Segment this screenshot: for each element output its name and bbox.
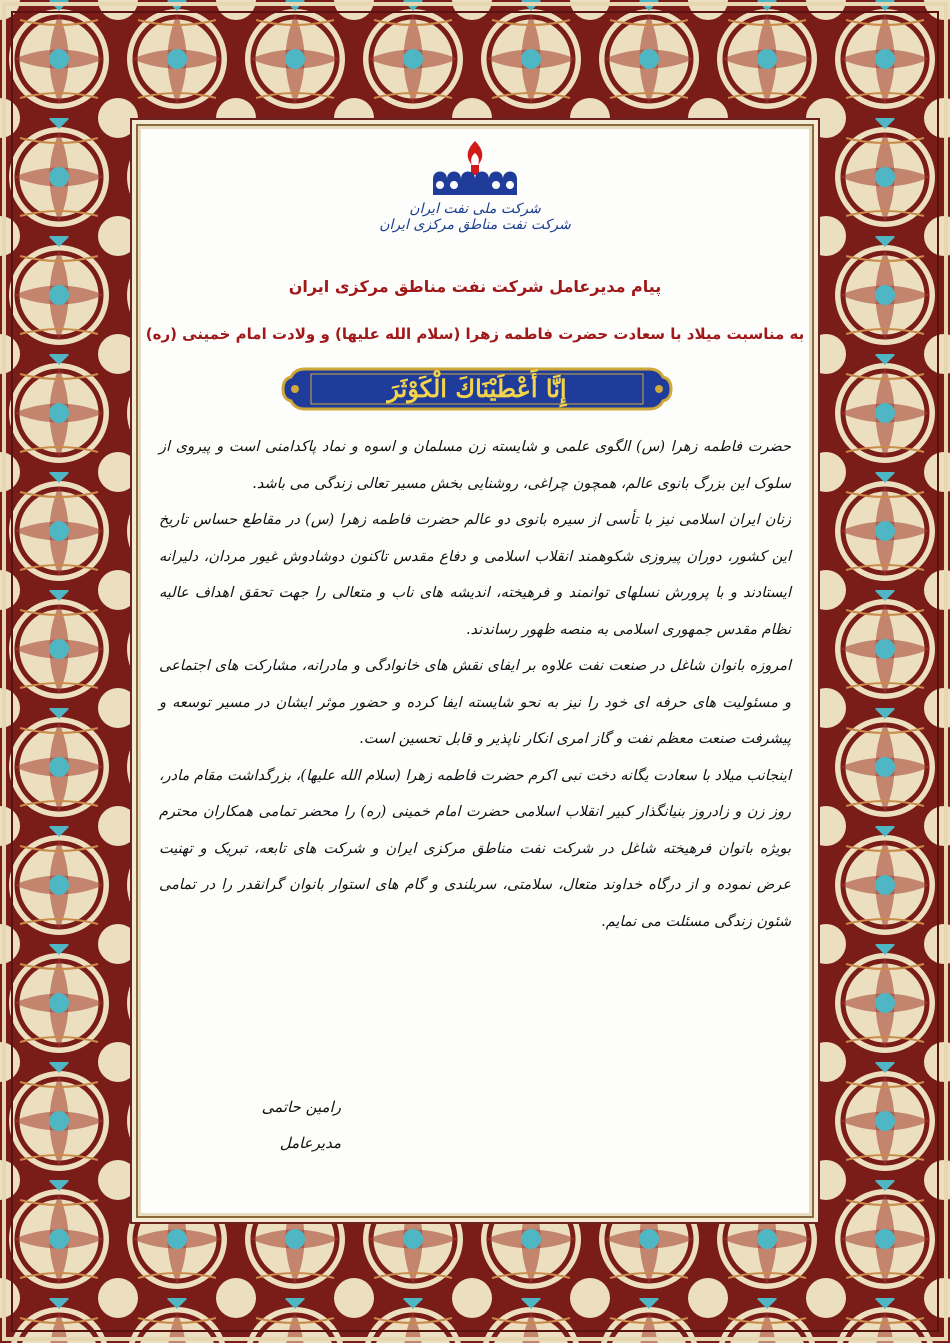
company-logo (141, 139, 809, 233)
paragraph-2: زنان ایران اسلامی نیز با تأسی از سیره بانوی دو عالم حضرت فاطمه زهرا (س) در مقاطع حساس تاریخ این کشور، دوران پیروزی شکوهمند انقلاب اسلامی و دفاع مقدس تاکنون دوشادوش غیور مردان، دلیرانه ایستادند و با پرورش نسلهای توانمند و فرهیخته، اندیشه های ناب و متعالی را جهت تحقق اهداف عالیه نظام مقدس جمهوری اسلامی به منصه ظهور رساندند. (159, 512, 791, 638)
paragraph-1: حضرت فاطمه زهرا (س) الگوی علمی و شایسته زن مسلمان و اسوه و نماد پاکدامنی است و پیروی از سلوک این بزرگ بانوی عالم، همچون چراغی، روشنایی بخش مسیر تعالی زندگی می باشد. (159, 439, 791, 492)
banner-verse: إِنَّا أَعْطَيْنَاكَ الْكَوْثَرَ (387, 374, 567, 403)
logo-line-1: شرکت ملی نفت ایران (409, 201, 541, 217)
verse-banner (281, 365, 673, 413)
page-title: پیام مدیرعامل شرکت نفت مناطق مرکزی ایران (288, 277, 662, 296)
signatory-role: مدیرعامل (279, 1134, 341, 1152)
page-subtitle: به مناسبت میلاد با سعادت حضرت فاطمه زهرا (سلام الله علیها) و ولادت امام خمینی (ره) (145, 325, 805, 343)
logo-line-2: شرکت نفت مناطق مرکزی ایران (379, 217, 571, 233)
message-body (159, 429, 791, 940)
paragraph-3: امروزه بانوان شاغل در صنعت نفت علاوه بر ایفای نقش های خانوادگی و مادرانه، مشارکت های اجتماعی و مسئولیت های حرفه ای خود را نیز به نحو شایسته ایفا کرده و حضور موثر ایشان در مسیر توسعه و پیشرفت صنعت معظم نفت و گاز امری انکار ناپذیر و قابل تحسین است. (159, 658, 791, 747)
nioc-emblem-icon (425, 139, 525, 201)
paragraph-4: اینجانب میلاد با سعادت یگانه دخت نبی اکرم حضرت فاطمه زهرا (سلام الله علیها)، بزرگداشت مقام مادر، روز زن و زادروز بنیانگذار کبیر انقلاب اسلامی حضرت امام خمینی (ره) را محضر تمامی همکاران محترم بویژه بانوان فرهیخته شاغل در شرکت نفت مناطق مرکزی ایران و شرکت های تابعه، تبریک و تهنیت عرض نموده و از درگاه خداوند متعال، سلامتی، سربلندی و گام های استوار بانوان گرانقدر را در تمامی شئون زندگی مسئلت می نمایم. (159, 767, 791, 930)
signatory-name: رامین حاتمی (261, 1098, 341, 1116)
signature-block (221, 1089, 341, 1161)
message-panel (138, 126, 812, 1216)
